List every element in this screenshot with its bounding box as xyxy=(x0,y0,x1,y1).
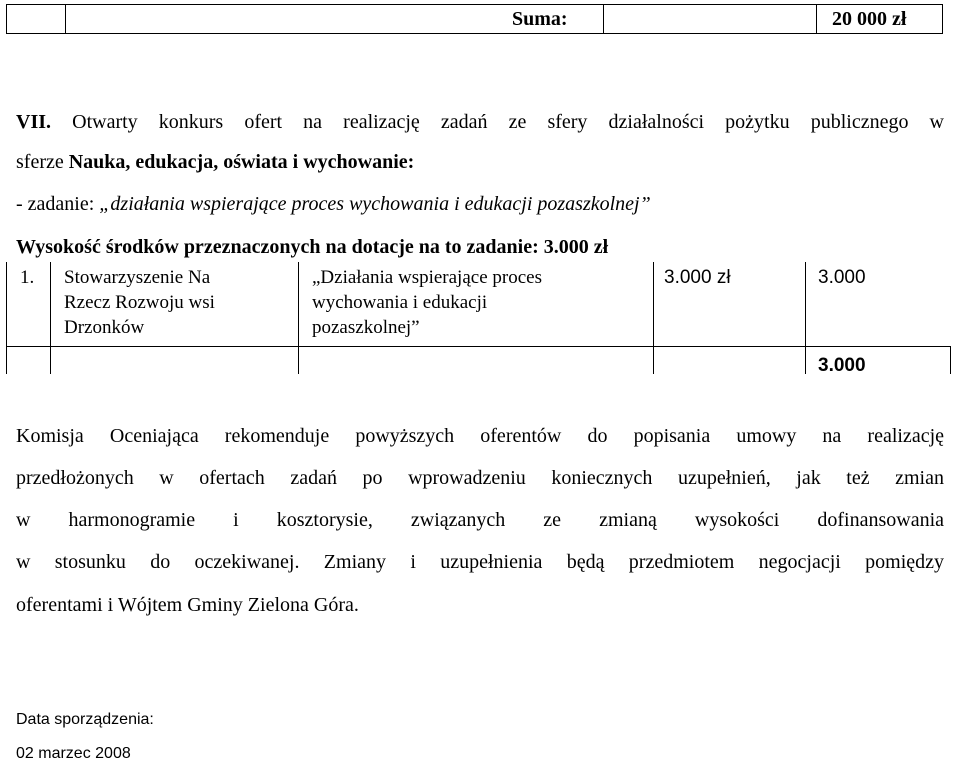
task-name: „działania wspierające proces wychowania i edukacji pozaszkolnej” xyxy=(99,193,651,215)
table-total: 3.000 xyxy=(818,355,866,376)
recommendation-line: Komisja Oceniająca rekomenduje powyższych oferentów do popisania umowy na realizację xyxy=(16,425,944,447)
summary-label: Suma: xyxy=(512,8,568,30)
offers-table-border xyxy=(805,262,806,374)
recommendation-line: oferentami i Wójtem Gminy Zielona Góra. xyxy=(16,594,359,616)
recommendation-line: w stosunku do oczekiwanej. Zmiany i uzupełnienia będą przedmiotem negocjacji pomiędzy xyxy=(16,551,944,573)
date-value: 02 marzec 2008 xyxy=(16,745,131,762)
summary-table-bottom-border xyxy=(6,33,943,34)
summary-table-border xyxy=(65,4,66,34)
task-prefix: - zadanie: xyxy=(16,193,95,215)
organization-line: Stowarzyszenie Na xyxy=(64,267,211,288)
section-intro-text: Otwarty konkurs ofert na realizację zadań ze sfery działalności pożytku publicznego w xyxy=(72,111,944,133)
summary-table xyxy=(6,4,943,34)
task-title-line: pozaszkolnej” xyxy=(312,317,420,338)
offers-table-border xyxy=(298,262,299,374)
funds-label: Wysokość środków przeznaczonych na dotacje na to zadanie: 3.000 zł xyxy=(16,236,609,258)
recommendation-line: w harmonogramie i kosztorysie, związanych ze zmianą wysokości dofinansowania xyxy=(16,509,944,531)
summary-table-border xyxy=(6,4,7,34)
offers-table-border xyxy=(950,346,951,374)
task-title-line: wychowania i edukacji xyxy=(312,292,488,313)
table-row-requested-amount: 3.000 zł xyxy=(664,267,731,288)
table-row-recommended-amount: 3.000 xyxy=(818,267,866,288)
table-row-organization xyxy=(64,266,215,339)
summary-table-border xyxy=(603,4,604,34)
summary-table-border xyxy=(816,4,817,34)
recommendation-line: przedłożonych w ofertach zadań po wprowadzeniu koniecznych uzupełnień, jak też zmian xyxy=(16,467,944,489)
organization-line: Drzonków xyxy=(64,317,145,338)
table-row-task xyxy=(312,266,542,339)
summary-table-border xyxy=(942,4,943,34)
summary-value: 20 000 zł xyxy=(832,8,907,30)
offers-table-border xyxy=(50,262,51,374)
offers-table-border xyxy=(653,262,654,374)
task-title-line: „Działania wspierające proces xyxy=(312,267,542,288)
offers-table-row-divider xyxy=(6,346,951,347)
date-label: Data sporządzenia: xyxy=(16,711,154,728)
table-row-number: 1. xyxy=(20,267,35,288)
organization-line: Rzecz Rozwoju wsi xyxy=(64,292,215,313)
section-number: VII. xyxy=(16,111,52,133)
section-intro-line1 xyxy=(16,110,944,134)
section-intro-line2 xyxy=(16,150,414,174)
offers-table-border xyxy=(6,262,7,374)
section-sphere-name: Nauka, edukacja, oświata i wychowanie: xyxy=(68,151,415,173)
summary-table-top-border xyxy=(6,4,943,5)
task-line xyxy=(16,192,651,216)
section-sphere-prefix: sferze xyxy=(16,151,64,173)
